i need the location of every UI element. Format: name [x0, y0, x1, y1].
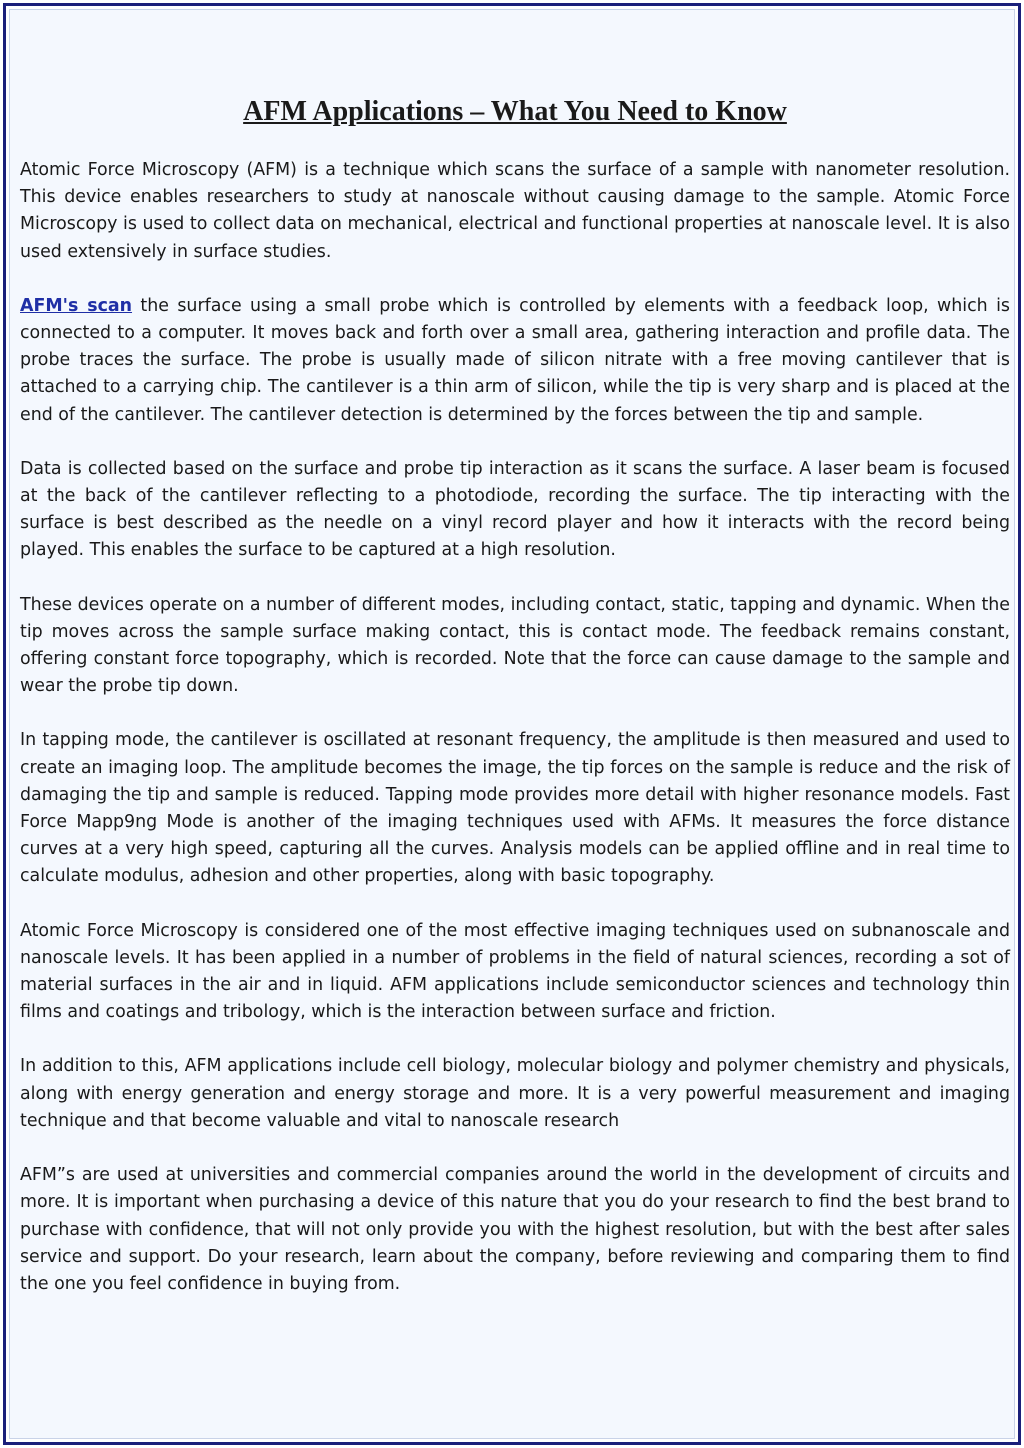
paragraph-afm-scan [20, 293, 1010, 429]
paragraph-intro: Atomic Force Microscopy (AFM) is a technique which scans the surface of a sample with nanometer resolution. This device enables researchers to study at nanoscale without causing damage to the sample. Atomic Force Microscopy is used to collect data on mechanical, electrical and functional properties at nanoscale level. It is also used extensively in surface studies. [20, 160, 1010, 262]
paragraph-data-collection: Data is collected based on the surface and probe tip interaction as it scans the surface. A laser beam is focused at the back of the cantilever reflecting to a photodiode, recording the surface. The tip interacting with the surface is best described as the needle on a vinyl record player and how it interacts with the record being played. This enables the surface to be captured at a high resolution. [20, 458, 1010, 561]
paragraph-purchasing: AFM”s are used at universities and commercial companies around the world in the development of circuits and more. It is important when purchasing a device of this nature that you do your research to find the best brand to purchase with confidence, that will not only provide you with the highest resolution, but with the best after sales service and support. Do your research, learn about the company, before reviewing and comparing them to find the one you feel confidence in buying from. [20, 1165, 1010, 1294]
page-background [9, 9, 1015, 1439]
article-body [20, 94, 1010, 1325]
paragraph-effectiveness: Atomic Force Microscopy is considered one of the most effective imaging techniques used on subnanoscale and nanoscale levels. It has been applied in a number of problems in the field of natural sciences, recording a sot of material surfaces in the air and in liquid. AFM applications include semiconductor sciences and technology thin films and coatings and tribology, which is the interaction between surface and friction. [20, 920, 1010, 1023]
paragraph-applications: In addition to this, AFM applications include cell biology, molecular biology and polymer chemistry and physicals, along with energy generation and energy storage and more. It is a very powerful measurement and imaging technique and that become valuable and vital to nanoscale research [20, 1056, 1010, 1131]
paragraph-afm-scan-text: the surface using a small probe which is controlled by elements with a feedback loop, which is connected to a computer. It moves back and forth over a small area, gathering interaction and profile data. The probe traces the surface. The probe is usually made of silicon nitrate with a free moving cantilever that is attached to a carrying chip. The cantilever is a thin arm of silicon, while the tip is very sharp and is placed at the end of the cantilever. The cantilever detection is determined by the forces between the tip and sample. [20, 295, 1010, 425]
document-title: AFM Applications – What You Need to Know [243, 96, 787, 127]
paragraph-tapping-mode: In tapping mode, the cantilever is oscillated at resonant frequency, the amplitude is then measured and used to create an imaging loop. The amplitude becomes the image, the tip forces on the sample is reduce and the risk of damaging the tip and sample is reduced. Tapping mode provides more detail with higher resonance models. Fast Force Mapp9ng Mode is another of the imaging techniques used with AFMs. It measures the force distance curves at a very high speed, capturing all the curves. Analysis models can be applied offline and in real time to calculate modulus, adhesion and other properties, along with basic topography. [20, 730, 1010, 887]
document-page [3, 3, 1021, 1445]
paragraph-modes: These devices operate on a number of different modes, including contact, static, tapping and dynamic. When the tip moves across the sample surface making contact, this is contact mode. The feedback remains constant, offering constant force topography, which is recorded. Note that the force can cause damage to the sample and wear the probe tip down. [20, 594, 1010, 697]
afm-scan-link[interactable]: AFM's scan [20, 295, 133, 316]
